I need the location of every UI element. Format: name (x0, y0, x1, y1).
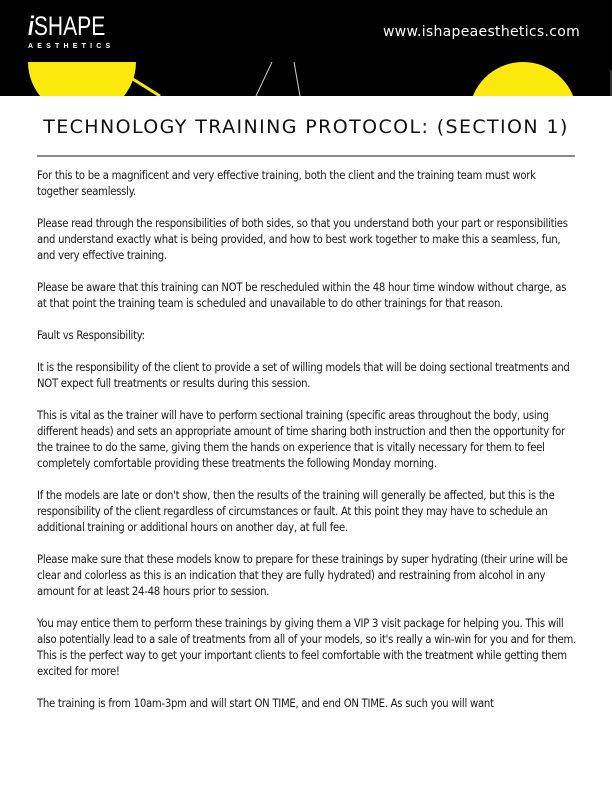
logo-shape: SHAPE (33, 11, 106, 41)
title-divider (37, 155, 575, 157)
website-url: www.ishapeaesthetics.com (383, 24, 581, 40)
paragraph-late-models: If the models are late or don't show, then the results of the training will generally be affected, but this is the responsibility of the client regardless of circumstances or fault. At this point they may have to schedule an additional training or additional hours on another day, at full fee. (37, 489, 555, 534)
paragraph-vip-package: You may entice them to perform these trainings by giving them a VIP 3 visit package for helping you. This will also potentially lead to a sale of treatments from all of your models, so it's really a win-win for you and for them. This is the perfect way to get your important clients to feel comfortable with the treatment while getting them excited for more! (37, 617, 577, 678)
logo-i: i (28, 11, 34, 41)
paragraph-models: It is the responsibility of the client to provide a set of willing models that will be doing sectional treatments and NOT expect full treatments or results during this session. (37, 361, 570, 390)
logo-subtitle: AESTHETICS (28, 43, 115, 50)
document-title: TECHNOLOGY TRAINING PROTOCOL: (SECTION 1) (43, 116, 569, 138)
header-banner (0, 0, 612, 96)
ishape-logo (28, 12, 127, 50)
paragraph-sectional-training: This is vital as the trainer will have to perform sectional training (specific areas throughout the body, using different heads) and sets an appropriate amount of time sharing both instruction and then the opportunity for the trainee to do the same, giving them the hands on experience that is vitally necessary for them to feel completely comfortable providing these treatments the following Monday morning. (37, 409, 565, 470)
document-body (37, 168, 577, 728)
section-heading-fault-vs-responsibility: Fault vs Responsibility: (37, 329, 145, 342)
paragraph-schedule: The training is from 10am-3pm and will start ON TIME, and end ON TIME. As such you will want (37, 697, 494, 710)
paragraph-intro: For this to be a magnificent and very effective training, both the client and the training team must work together seamlessly. (37, 169, 536, 198)
paragraph-responsibilities: Please read through the responsibilities of both sides, so that you understand both your part or responsibilities and understand exactly what is being provided, and how to best work together to make this a seamless, fun, and very effective training. (37, 217, 568, 262)
paragraph-rescheduling: Please be aware that this training can NOT be rescheduled within the 48 hour time window without charge, as at that point the training team is scheduled and unavailable to do other trainings for that reason. (37, 281, 567, 310)
paragraph-hydration: Please make sure that these models know to prepare for these trainings by super hydrating (their urine will be clear and colorless as this is an indication that they are fully hydrated) and restraining from alcohol in any amount for at least 24-48 hours prior to session. (37, 553, 568, 598)
logo-wordmark (28, 12, 105, 40)
